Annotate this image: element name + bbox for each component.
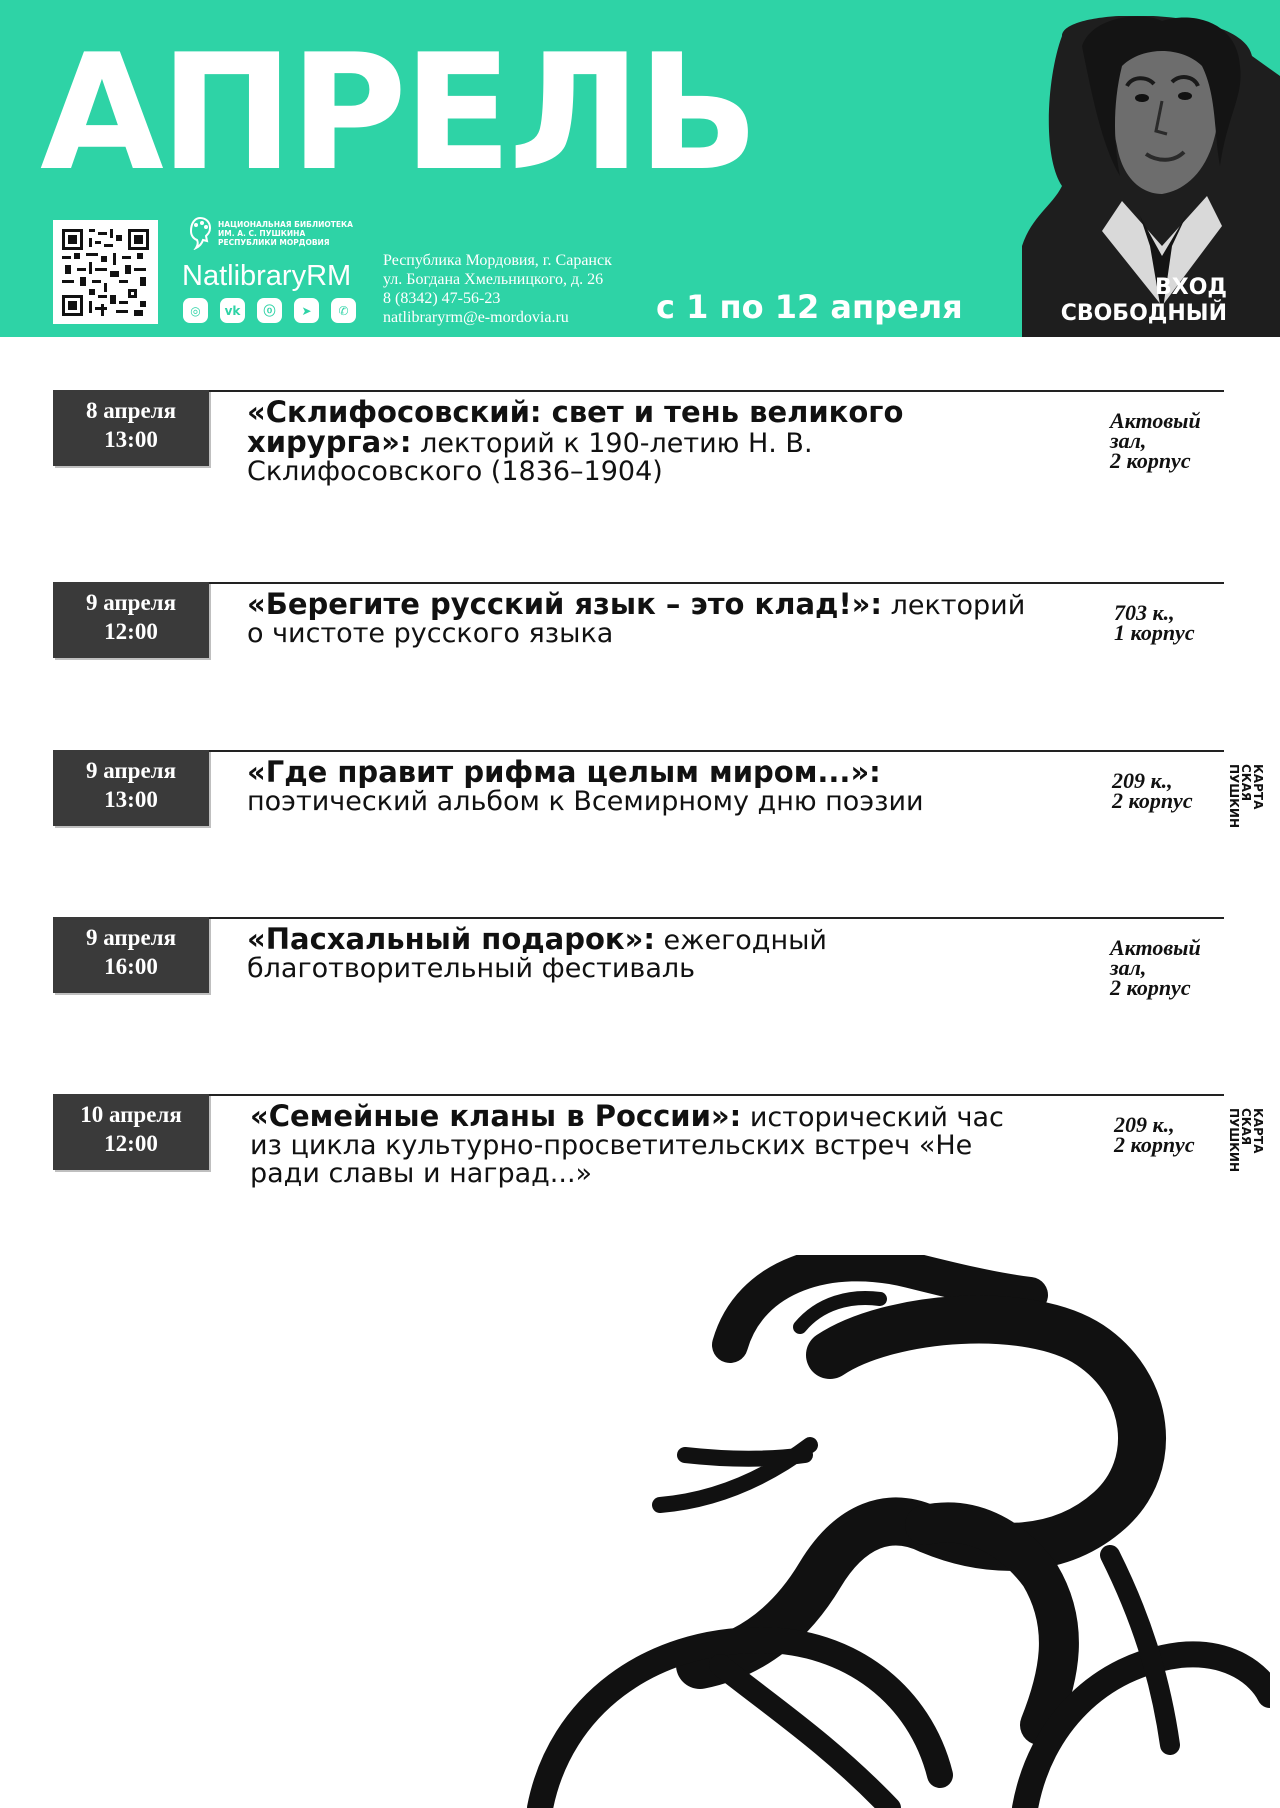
social-links [183,298,356,323]
pushkin-card-line: ПУШКИН [1227,764,1241,829]
pushkin-card-line: КАРТА [1251,764,1265,810]
event-datetime [53,1094,209,1170]
event-date: 10 апреля [80,1102,182,1127]
event-place-line: зал, [1110,955,1147,980]
free-entry-label [1061,275,1227,327]
ok-icon[interactable]: ◎ [183,298,208,323]
event-title: «Пасхальный подарок»: [247,922,655,956]
library-full-name [218,220,368,247]
event-place-line: Актовый [1110,408,1201,433]
event-place [1110,408,1201,473]
event-description [247,922,1027,984]
library-name-line: НАЦИОНАЛЬНАЯ БИБЛИОТЕКА [218,220,353,229]
pushkin-card-line: СКАЯ [1239,1108,1253,1146]
event-description [247,587,1027,649]
event-title: «Семейные кланы в России»: [250,1099,742,1133]
date-range: с 1 по 12 апреля [656,288,963,326]
event-datetime [53,750,209,826]
pushkin-card-icon [1224,1104,1266,1214]
event-time: 16:00 [104,954,158,979]
event-date: 9 апреля [85,758,177,783]
event-title: «Склифосовский: свет и тень великого хирурга»: [247,395,904,459]
pushkin-card-line: КАРТА [1251,1108,1265,1154]
address-line: Республика Мордовия, г. Саранск [383,252,612,269]
event-divider [209,390,1224,392]
event-details: лекторий к 190-летию Н. В. Склифосовского (1836–1904) [247,428,813,487]
event-place [1110,935,1201,1000]
brand-name: NatlibraryRM [182,260,352,292]
event-place-line: 209 к., [1114,1112,1175,1137]
pushkin-card-line: СКАЯ [1239,764,1253,802]
event-date: 9 апреля [85,590,177,615]
qr-code[interactable] [53,220,158,324]
event-place [1114,600,1195,645]
header-banner [0,0,1280,337]
event-time: 13:00 [104,427,158,452]
event-place-line: 209 к., [1112,768,1173,793]
event-time: 13:00 [104,787,158,812]
event-datetime [53,582,209,658]
event-datetime [53,390,209,466]
event-title: «Берегите русский язык – это клад!»: [247,587,882,621]
event-divider [209,917,1224,919]
event-place-line: 703 к., [1114,600,1175,625]
event-details: лекторий о чистоте русского языка [247,590,1026,649]
event-time: 12:00 [104,1131,158,1156]
event-divider [209,1094,1224,1096]
event-place-line: 2 корпус [1112,788,1193,813]
event-place [1112,768,1193,813]
event-description [247,395,1027,487]
event-date: 8 апреля [85,398,177,423]
library-name-line: РЕСПУБЛИКИ МОРДОВИЯ [218,238,330,247]
event-divider [209,750,1224,752]
event-place [1114,1112,1195,1157]
event-details: исторический час из цикла культурно-просветительских встреч «Не ради славы и наград...» [250,1102,1004,1189]
event-details: ежегодный благотворительный фестиваль [247,925,827,984]
event-title: «Где правит рифма целым миром...»: [247,755,881,789]
library-name-line: ИМ. А. С. ПУШКИНА [218,229,306,238]
event-time: 12:00 [104,619,158,644]
event-datetime [53,917,209,993]
event-description [250,1099,1030,1189]
telegram-icon[interactable]: ➤ [294,298,319,323]
event-details: поэтический альбом к Всемирному дню поэзии [247,786,924,817]
address-line: ул. Богдана Хмельницкого, д. 26 [383,271,604,288]
contacts [383,251,612,327]
qr-code-icon [62,229,149,316]
event-description [247,755,1027,817]
phone[interactable]: 8 (8342) 47-56-23 [383,290,501,307]
pushkin-card-icon [1224,760,1266,870]
event-place-line: 2 корпус [1110,448,1191,473]
pushkin-card-line: ПУШКИН [1227,1108,1241,1173]
vk-icon[interactable]: vk [220,298,245,323]
pushkin-profile-icon [186,216,214,250]
month-title: АПРЕЛЬ [40,19,756,206]
cyclist-icon [470,1255,1270,1808]
free-entry-line: ВХОД [1154,275,1227,300]
odnoklassniki-icon[interactable]: ⓞ [257,298,282,323]
event-place-line: Актовый [1110,935,1201,960]
event-place-line: 1 корпус [1114,620,1195,645]
event-divider [209,582,1224,584]
event-place-line: 2 корпус [1110,975,1191,1000]
email[interactable]: natlibraryrm@e-mordovia.ru [383,309,569,326]
free-entry-line: СВОБОДНЫЙ [1060,301,1227,326]
event-date: 9 апреля [85,925,177,950]
viber-icon[interactable]: ✆ [331,298,356,323]
event-place-line: 2 корпус [1114,1132,1195,1157]
event-place-line: зал, [1110,428,1147,453]
